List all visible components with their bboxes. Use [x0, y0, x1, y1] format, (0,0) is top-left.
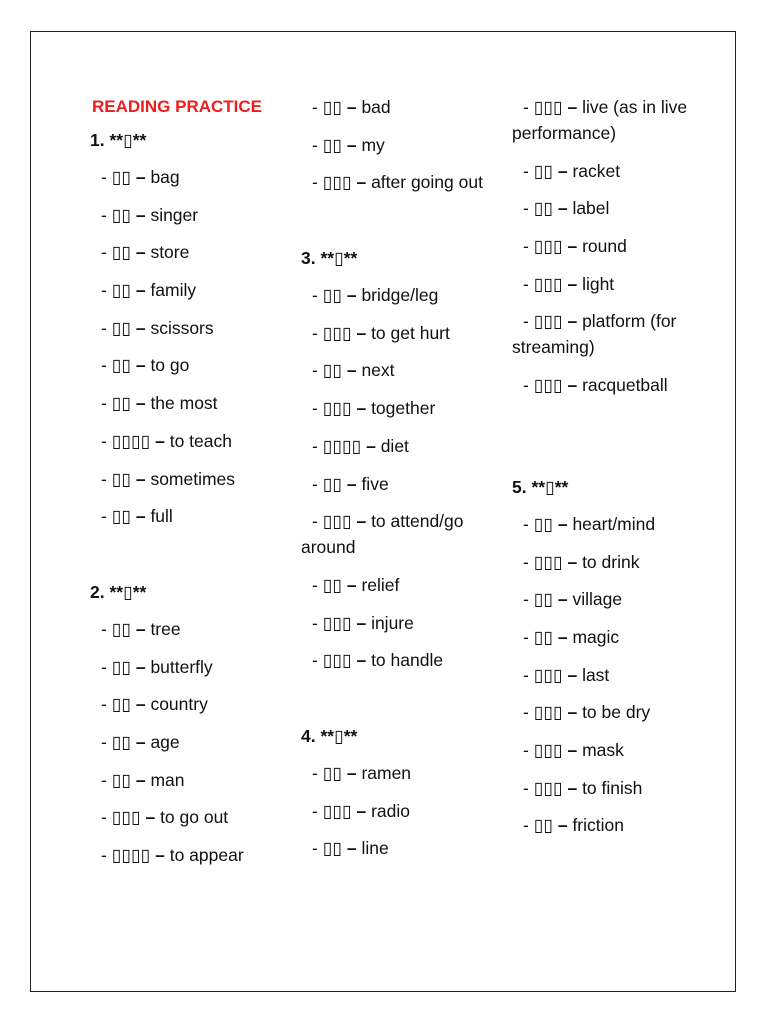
vocab-entry: - ▯▯ – family [101, 280, 197, 301]
vocab-entry: - ▯▯▯ – round [523, 236, 627, 257]
section-heading-3: 3. **▯** [301, 248, 358, 269]
vocab-entry: - ▯▯ – relief [312, 574, 400, 595]
vocab-entry: - ▯▯▯▯ – to appear [101, 845, 244, 865]
korean-word: ▯▯▯▯ [111, 845, 151, 865]
korean-word: ▯▯▯▯ [111, 430, 151, 451]
english-meaning: platform (for streaming) [512, 311, 677, 358]
english-meaning: diet [380, 435, 409, 456]
korean-word: ▯▯▯ [533, 551, 563, 572]
vocab-entry: - ▯▯ – age [101, 731, 180, 752]
english-meaning: to attend/go around [301, 511, 464, 558]
vocab-entry: - ▯▯▯ – mask [523, 739, 624, 760]
english-meaning: racquetball [582, 375, 668, 396]
english-meaning: to finish [582, 777, 643, 798]
korean-word: ▯▯▯ [322, 398, 352, 419]
korean-word: ▯▯▯ [533, 236, 563, 257]
english-meaning: to teach [169, 430, 232, 451]
vocab-entry: - ▯▯▯ – to be dry [523, 702, 651, 723]
column-3 [512, 94, 692, 850]
korean-word: ▯▯▯ [322, 172, 352, 193]
korean-word: ▯▯ [111, 468, 131, 489]
korean-word: ▯▯ [322, 473, 342, 494]
korean-word: ▯▯ [533, 815, 553, 836]
vocab-entry: - ▯▯ – next [312, 360, 395, 381]
section-heading-4: 4. **▯** [301, 725, 358, 746]
korean-word: ▯▯▯ [322, 322, 352, 343]
vocab-entry: - ▯▯ – my [312, 134, 385, 155]
vocab-entry: - ▯▯ – bad [312, 97, 391, 117]
english-meaning: label [572, 198, 610, 219]
korean-word: ▯▯▯ [533, 97, 563, 117]
vocab-entry: - ▯▯ – friction [523, 815, 624, 836]
korean-word: ▯▯▯ [111, 807, 141, 828]
vocab-entry: - ▯▯ – to go [101, 355, 190, 376]
vocab-entry: - ▯▯ – man [101, 769, 185, 790]
vocab-entry: - ▯▯▯ – racquetball [523, 375, 668, 396]
english-meaning: bag [150, 167, 180, 187]
english-meaning: tree [150, 618, 181, 639]
korean-word: ▯▯ [533, 160, 553, 181]
korean-word: ▯▯ [111, 355, 131, 376]
korean-word: ▯▯ [111, 731, 131, 752]
english-meaning: butterfly [150, 656, 213, 677]
section-spacer [301, 685, 501, 723]
korean-word: ▯▯ [111, 393, 131, 414]
vocab-entry: - ▯▯ – line [312, 838, 389, 859]
english-meaning: last [582, 664, 610, 685]
english-meaning: five [361, 473, 389, 494]
english-meaning: store [150, 242, 190, 263]
english-meaning: magic [572, 626, 620, 647]
english-meaning: live (as in live performance) [512, 97, 688, 143]
page-title: READING PRACTICE [92, 97, 263, 116]
section-spacer [301, 207, 501, 245]
korean-word: ▯▯▯ [533, 777, 563, 798]
korean-word: ▯▯▯ [533, 273, 563, 294]
korean-word: ▯▯ [111, 280, 131, 301]
english-meaning: to appear [169, 845, 244, 865]
korean-word: ▯▯ [533, 513, 553, 534]
vocab-entry: - ▯▯ – five [312, 473, 389, 494]
vocab-entry: - ▯▯ – village [523, 589, 623, 610]
vocab-entry: - ▯▯ – scissors [101, 317, 214, 338]
vocab-entry: - ▯▯ – country [101, 694, 208, 715]
vocab-entry: - ▯▯ – sometimes [101, 468, 236, 489]
korean-word: ▯▯▯▯ [322, 435, 362, 456]
korean-word: ▯▯ [322, 838, 342, 859]
english-meaning: after going out [371, 172, 483, 193]
english-meaning: to handle [371, 650, 444, 671]
korean-word: ▯▯▯ [322, 650, 352, 671]
vocab-entry: - ▯▯ – racket [523, 160, 621, 181]
english-meaning: mask [582, 739, 624, 760]
english-meaning: the most [150, 393, 218, 414]
vocab-entry: - ▯▯ – the most [101, 393, 218, 414]
english-meaning: my [361, 134, 385, 155]
english-meaning: singer [150, 204, 199, 225]
english-meaning: next [361, 360, 395, 381]
korean-word: ▯▯ [322, 762, 342, 783]
korean-word: ▯▯ [322, 134, 342, 155]
english-meaning: sometimes [150, 468, 236, 489]
vocab-entry: - ▯▯▯ – platform (for streaming) [512, 311, 677, 358]
english-meaning: family [150, 280, 197, 301]
korean-word: ▯▯▯ [533, 375, 563, 396]
korean-word: ▯▯ [533, 198, 553, 219]
vocab-entry: - ▯▯ – label [523, 198, 610, 219]
document-page [30, 31, 736, 992]
korean-word: ▯▯ [111, 506, 131, 527]
korean-word: ▯▯▯ [533, 739, 563, 760]
korean-word: ▯▯ [322, 97, 342, 117]
korean-word: ▯▯ [533, 589, 553, 610]
english-meaning: light [582, 273, 615, 294]
korean-word: ▯▯ [111, 317, 131, 338]
vocab-entry: - ▯▯▯▯ – diet [312, 435, 409, 456]
korean-word: ▯▯ [111, 656, 131, 677]
english-meaning: man [150, 769, 185, 790]
vocab-entry: - ▯▯ – bridge/leg [312, 285, 439, 306]
english-meaning: to be dry [582, 702, 651, 723]
korean-word: ▯▯ [111, 204, 131, 225]
english-meaning: to go [150, 355, 190, 376]
english-meaning: country [150, 694, 208, 715]
vocab-entry: - ▯▯ – heart/mind [523, 513, 656, 534]
vocab-entry: - ▯▯ – tree [101, 618, 181, 639]
korean-word: ▯▯▯ [322, 612, 352, 633]
english-meaning: round [582, 236, 627, 257]
vocab-entry: - ▯▯▯ – after going out [312, 172, 483, 193]
english-meaning: bad [361, 97, 391, 117]
english-meaning: to get hurt [371, 322, 450, 343]
english-meaning: heart/mind [572, 513, 656, 534]
vocab-entry: - ▯▯ – singer [101, 204, 199, 225]
column-2 [301, 94, 501, 873]
section-heading-1: 1. **▯** [90, 130, 147, 150]
vocab-entry: - ▯▯ – store [101, 242, 190, 263]
english-meaning: friction [572, 815, 624, 836]
vocab-entry: - ▯▯▯ – to get hurt [312, 322, 450, 343]
vocab-entry: - ▯▯ – ramen [312, 762, 412, 783]
korean-word: ▯▯▯ [322, 800, 352, 821]
english-meaning: scissors [150, 317, 214, 338]
vocab-entry: - ▯▯▯ – to go out [101, 807, 229, 828]
english-meaning: ramen [361, 762, 412, 783]
english-meaning: relief [361, 574, 400, 595]
korean-word: ▯▯ [111, 618, 131, 639]
english-meaning: age [150, 731, 180, 752]
vocab-entry: - ▯▯▯ – to drink [523, 551, 640, 572]
section-heading-2: 2. **▯** [90, 581, 147, 602]
english-meaning: radio [371, 800, 410, 821]
vocab-entry: - ▯▯▯ – last [523, 664, 610, 685]
vocab-entry: - ▯▯▯ – radio [312, 800, 410, 821]
korean-word: ▯▯ [322, 285, 342, 306]
korean-word: ▯▯ [111, 694, 131, 715]
english-meaning: bridge/leg [361, 285, 439, 306]
korean-word: ▯▯▯ [533, 664, 563, 685]
vocab-entry: - ▯▯ – butterfly [101, 656, 213, 677]
vocab-entry: - ▯▯ – full [101, 506, 173, 527]
section-spacer [90, 541, 290, 579]
section-heading-5: 5. **▯** [512, 476, 569, 497]
korean-word: ▯▯ [111, 769, 131, 790]
english-meaning: full [150, 506, 173, 527]
english-meaning: together [371, 398, 436, 419]
english-meaning: injure [371, 612, 414, 633]
english-meaning: to drink [582, 551, 640, 572]
vocab-entry: - ▯▯▯ – to handle [312, 650, 444, 671]
korean-word: ▯▯ [322, 360, 342, 381]
vocab-entry: - ▯▯▯▯ – to teach [101, 430, 232, 451]
vocab-entry: - ▯▯▯ – injure [312, 612, 414, 633]
english-meaning: to go out [160, 807, 229, 828]
korean-word: ▯▯ [322, 574, 342, 595]
vocab-entry: - ▯▯▯ – light [523, 273, 615, 294]
korean-word: ▯▯▯ [533, 702, 563, 723]
korean-word: ▯▯ [111, 167, 131, 187]
vocab-entry: - ▯▯▯ – to attend/go around [301, 511, 464, 558]
english-meaning: racket [572, 160, 621, 181]
vocab-entry: - ▯▯▯ – together [312, 398, 436, 419]
vocab-entry: - ▯▯ – bag [101, 167, 180, 187]
section-spacer [512, 410, 692, 474]
vocab-entry: - ▯▯ – magic [523, 626, 620, 647]
column-1 [90, 94, 290, 880]
korean-word: ▯▯ [111, 242, 131, 263]
korean-word: ▯▯▯ [322, 511, 352, 532]
english-meaning: line [361, 838, 389, 859]
vocab-entry: - ▯▯▯ – to finish [523, 777, 643, 798]
vocab-entry: - ▯▯▯ – live (as in live performance) [512, 97, 688, 143]
korean-word: ▯▯▯ [533, 311, 563, 332]
english-meaning: village [572, 589, 623, 610]
korean-word: ▯▯ [533, 626, 553, 647]
